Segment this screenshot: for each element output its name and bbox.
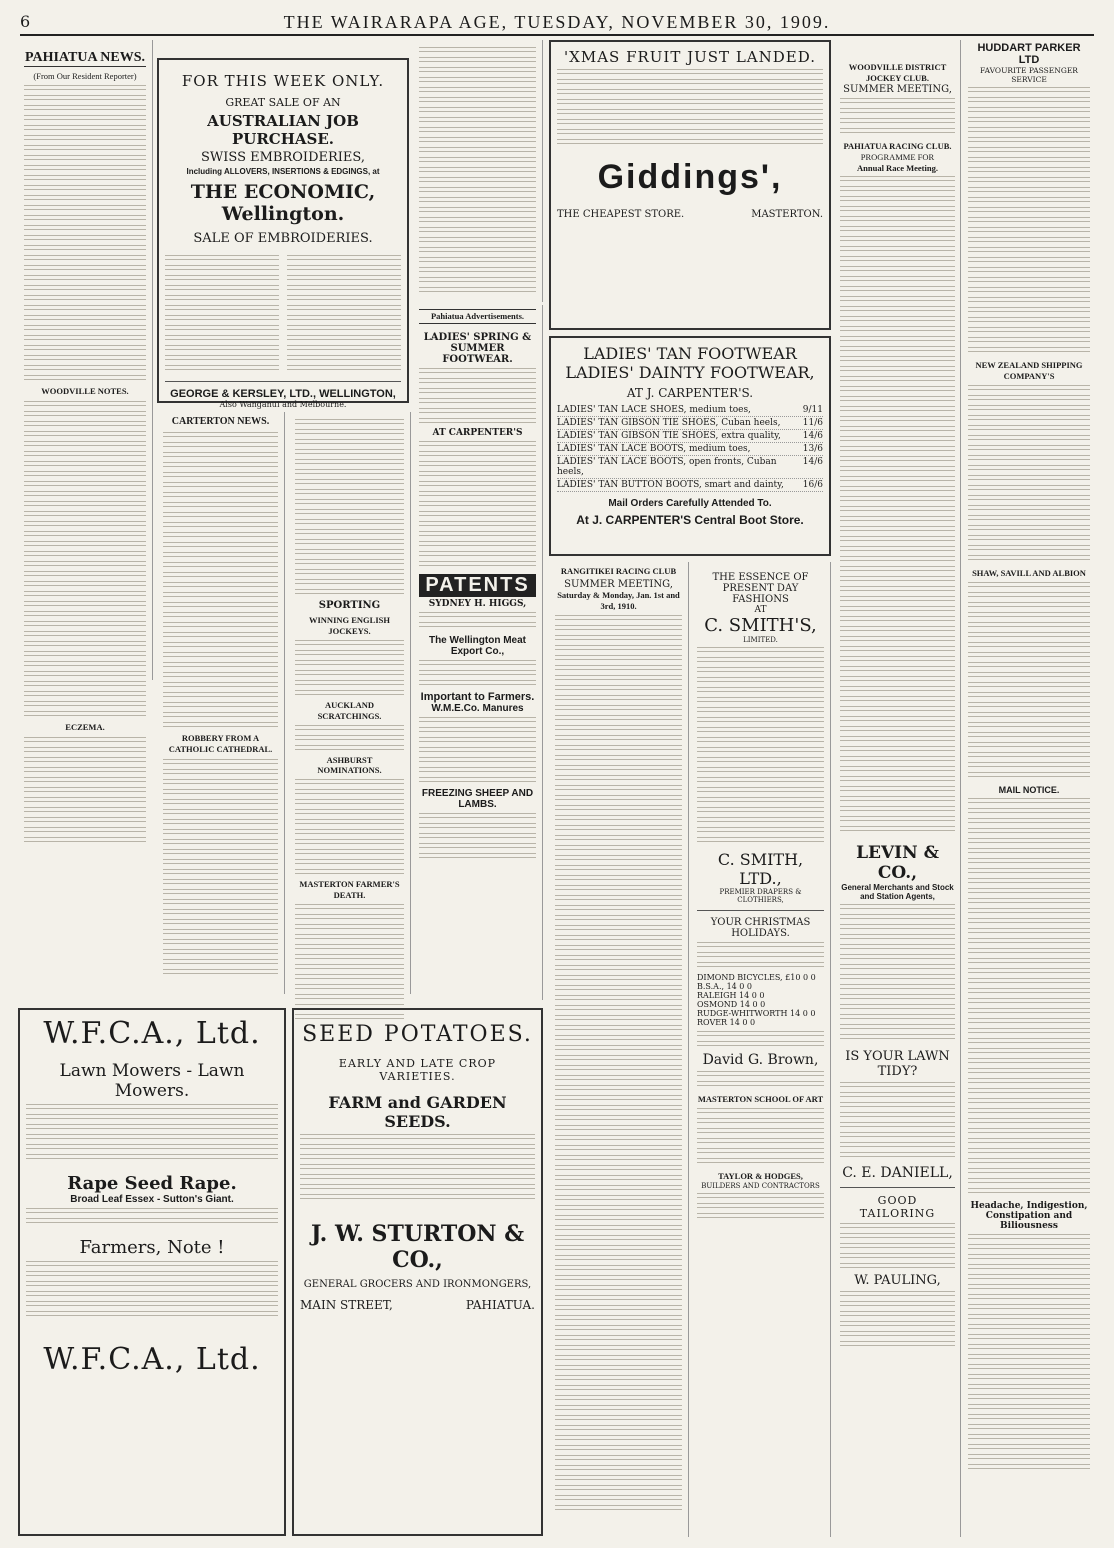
ad-headline: IS YOUR LAWN TIDY?: [845, 1049, 950, 1080]
list-item: RALEIGH 14 0 0: [697, 991, 765, 1000]
ad-line: Mail Orders Carefully Attended To.: [608, 498, 772, 509]
subheading: ASHBURST NOMINATIONS.: [317, 754, 382, 776]
bicycle-price-list: [697, 973, 824, 1027]
column-pahiatua-news: [18, 40, 153, 732]
ad-headline: The Wellington Meat Export Co.,: [428, 634, 527, 657]
ad-headline: GOOD TAILORING: [859, 1194, 936, 1221]
column-smith-bicycles: [691, 562, 831, 1537]
ad-headline: Lawn Mowers - Lawn Mowers.: [59, 1061, 245, 1101]
section-heading: SHAW, SAVILL AND ALBION: [972, 567, 1086, 578]
list-item: B.S.A., 14 0 0: [697, 982, 753, 991]
store-town: MASTERTON.: [751, 209, 823, 220]
column-racing-notices: [835, 40, 961, 1537]
ad-line: AT: [754, 605, 767, 615]
ad-line: EARLY AND LATE CROP VARIETIES.: [338, 1057, 497, 1083]
ad-line: AT CARPENTER'S: [432, 427, 523, 438]
section-heading: WOODVILLE DISTRICT JOCKEY CLUB.: [848, 62, 947, 83]
section-heading: PAHIATUA NEWS.: [24, 50, 146, 65]
price-row: LADIES' TAN LACE BOOTS, open fronts, Cuban heels, 14/6: [557, 457, 823, 477]
masthead: [20, 10, 1094, 36]
section-heading: Pahiatua Advertisements.: [419, 309, 536, 324]
ad-line: W.M.E.Co. Manures: [431, 702, 524, 714]
list-item: RUDGE-WHITWORTH 14 0 0: [697, 1009, 816, 1018]
section-heading: PAHIATUA RACING CLUB.: [843, 140, 952, 151]
town: PAHIATUA.: [465, 1298, 535, 1312]
article-body: [24, 737, 146, 844]
ad-line: SWISS EMBROIDERIES,: [201, 150, 365, 165]
ad-line: GREAT SALE OF AN: [225, 96, 341, 109]
column-news-continued: [413, 40, 543, 302]
section-heading: NEW ZEALAND SHIPPING COMPANY'S: [975, 360, 1083, 381]
subheading: ROBBERY FROM A CATHOLIC CATHEDRAL.: [168, 732, 273, 754]
store-name: David G. Brown,: [702, 1052, 819, 1068]
section-heading: SPORTING: [318, 600, 381, 611]
article-body: [24, 85, 146, 382]
subheading: FAVOURITE PASSENGER SERVICE: [980, 66, 1078, 84]
subheading: SUMMER MEETING,: [843, 83, 952, 95]
ad-line: AUSTRALIAN JOB PURCHASE.: [207, 112, 359, 148]
price-row: LADIES' TAN GIBSON TIE SHOES, extra quality, 14/6: [557, 431, 823, 441]
list-item: ROVER 14 0 0: [697, 1018, 756, 1027]
ad-headline: LADIES' TAN FOOTWEAR: [583, 344, 797, 363]
ad-line: BUILDERS AND CONTRACTORS: [701, 1181, 820, 1190]
subheading: Annual Race Meeting.: [857, 162, 938, 173]
ad-line: Including ALLOVERS, INSERTIONS & EDGINGS, at: [186, 167, 380, 176]
ad-line: PREMIER DRAPERS & CLOTHIERS,: [719, 888, 802, 904]
ad-line: At J. CARPENTER'S Central Boot Store.: [576, 513, 804, 527]
ad-headline: Rape Seed Rape.: [67, 1173, 237, 1194]
ad-line: LIMITED.: [743, 636, 778, 644]
section-heading: Headache, Indigestion, Constipation and Biliousness: [970, 1200, 1088, 1231]
lot-list: [165, 252, 401, 375]
store-name: TAYLOR & HODGES,: [718, 1170, 803, 1181]
race-dates: Saturday & Monday, Jan. 1st and 3rd, 1910.: [557, 589, 680, 611]
price-row: LADIES' TAN LACE SHOES, medium toes, 9/11: [557, 405, 823, 415]
patents-banner: PATENTS: [419, 574, 536, 597]
ad-line: Broad Leaf Essex - Sutton's Giant.: [70, 1194, 234, 1205]
section-heading: MAIL NOTICE.: [998, 784, 1060, 795]
list-item: DIMOND BICYCLES, £10 0 0: [697, 973, 816, 982]
store-tagline: THE CHEAPEST STORE.: [557, 209, 685, 220]
subheading: SUMMER MEETING,: [564, 578, 673, 590]
price-row: LADIES' TAN GIBSON TIE SHOES, Cuban heels, 11/6: [557, 418, 823, 428]
price-row: LADIES' TAN LACE BOOTS, medium toes, 13/6: [557, 444, 823, 454]
section-heading: MASTERTON SCHOOL OF ART: [697, 1094, 824, 1104]
ad-headline: LADIES' DAINTY FOOTWEAR,: [565, 363, 815, 382]
ad-title: J. W. STURTON & CO.,: [310, 1221, 525, 1273]
ad-title: W.F.C.A., Ltd.: [43, 1016, 261, 1051]
ad-line: GENERAL GROCERS AND IRONMONGERS,: [303, 1279, 532, 1290]
advertiser-name: GEORGE & KERSLEY, LTD., WELLINGTON,: [170, 388, 396, 400]
ad-line: General Merchants and Stock and Station Agents,: [841, 883, 954, 902]
store-name: Giddings',: [597, 158, 783, 196]
page-number: 6: [20, 12, 31, 31]
economic-sale-ad: [157, 58, 409, 409]
column-sporting: [289, 412, 411, 994]
subheading: ECZEMA.: [65, 721, 105, 732]
seed-potatoes-ad: [292, 1008, 543, 1536]
byline: (From Our Resident Reporter): [33, 71, 137, 81]
store-name: C. SMITH'S,: [704, 615, 817, 636]
subheading: WOODVILLE NOTES.: [41, 385, 129, 396]
column-carterton-news: [157, 412, 285, 994]
ad-line: FOR THIS WEEK ONLY.: [181, 72, 385, 90]
ad-headline: LADIES' SPRING & SUMMER FOOTWEAR.: [423, 331, 532, 365]
advertiser-branches: Also Wanganui and Melbourne.: [219, 400, 347, 409]
ad-headline: Important to Farmers.: [420, 690, 535, 703]
street: MAIN STREET,: [300, 1298, 393, 1312]
ad-headline: FREEZING SHEEP AND LAMBS.: [421, 787, 534, 810]
giddings-ad: [549, 40, 831, 330]
section-heading: CARTERTON NEWS.: [171, 416, 270, 427]
ad-line: SYDNEY H. HIGGS,: [428, 598, 527, 609]
store-name: C. SMITH, LTD.,: [717, 850, 804, 888]
ad-headline: 'XMAS FRUIT JUST LANDED.: [564, 48, 816, 66]
subheading: MASTERTON FARMER'S DEATH.: [299, 879, 400, 901]
ad-line: SALE OF EMBROIDERIES.: [193, 231, 373, 246]
store-name: LEVIN & CO.,: [856, 843, 939, 884]
wfca-ad: [18, 1008, 286, 1536]
ad-title: SEED POTATOES.: [302, 1022, 533, 1047]
store-name: W. PAULING,: [854, 1273, 941, 1289]
newspaper-title: THE WAIRARAPA AGE, TUESDAY, NOVEMBER 30, 1909.: [283, 12, 831, 32]
article-body: [24, 401, 146, 718]
store-footer: [557, 209, 823, 220]
column-rangitikei-racing: [549, 562, 689, 1537]
ad-headline: Farmers, Note !: [79, 1237, 225, 1258]
ad-title: W.F.C.A., Ltd.: [43, 1342, 261, 1377]
carpenter-footwear-ad: [549, 336, 831, 556]
section-heading: HUDDART PARKER LTD: [977, 42, 1081, 66]
price-row: LADIES' TAN BUTTON BOOTS, smart and dainty, 16/6: [557, 480, 823, 490]
ad-line: THE ECONOMIC, Wellington.: [190, 181, 376, 225]
ad-headline: YOUR CHRISTMAS HOLIDAYS.: [710, 917, 811, 939]
address: [300, 1298, 535, 1312]
section-heading: RANGITIKEI RACING CLUB: [560, 566, 677, 576]
column-pahiatua-advertisements: [413, 305, 543, 1000]
subheading: WINNING ENGLISH JOCKEYS.: [308, 615, 390, 636]
ad-line: THE ESSENCE OF: [712, 572, 809, 583]
ad-line: AT J. CARPENTER'S.: [626, 386, 754, 400]
subheading: PROGRAMME FOR: [860, 151, 935, 162]
ad-headline: FARM and GARDEN SEEDS.: [328, 1093, 507, 1131]
store-name: C. E. DANIELL,: [842, 1165, 953, 1182]
column-shipping: [963, 40, 1095, 1537]
subheading: AUCKLAND SCRATCHINGS.: [317, 699, 382, 721]
ad-line: PRESENT DAY FASHIONS: [722, 583, 799, 605]
list-item: OSMOND 14 0 0: [697, 1000, 766, 1009]
